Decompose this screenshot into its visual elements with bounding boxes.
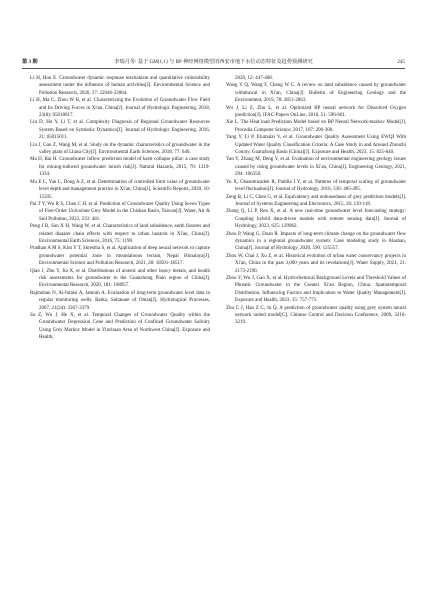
reference-entry: Qiao J, Zhu Y, Jia X, et al. Distributions of arsenic and other heavy metals, and health risk assessments for groundwater in the Guanzhong Plain region of China[J]. Environmental Research, 2020, 181: 108957. bbox=[30, 268, 210, 289]
reference-entry: Wu J, Li Z, Zhu L, et al. Optimized BP neural network for Dissolved Oxygen prediction[J]. IFAC-Papers OnLine, 2018, 51: 596-601. bbox=[226, 105, 406, 119]
reference-entry: Ma D, Bai H. Groundwater inflow prediction model of karst collapse pillar: a case study for mining-induced groundwater inrush risk[J]. Natural Hazards, 2015, 76: 1319-1334. bbox=[30, 157, 210, 178]
reference-entry: Yao Y, Zhang M, Deng Y, et al. Evaluation of environmental engineering geology issues caused by rising groundwater levels in Xi'an, China[J]. Engineering Geology, 2021, 294: 106350. bbox=[226, 157, 406, 178]
reference-entry: Li H, Hou E. Groundwater dynamic response mechanism and quantitative vulnerability assessment under the influence of human activities[J]. Environmental Science and Pollution Research, 2020, 27: 22046-22064. bbox=[30, 76, 210, 96]
reference-entry: Wang Y Q, Wang F, Cheng W C. A review on land subsidence caused by groundwater withdrawal in Xi'an, China[J]. Bulletin of Engineering Geology and the Environment, 2019, 78: 2851-2863. bbox=[226, 83, 406, 104]
issue-number: 第 3 期 bbox=[22, 59, 38, 65]
reference-entry: Zeng B, Li C, Chen G, et al. Equivalency and unbiasedness of grey prediction models[J]. Journal of Systems Engineering and Electronics, 2015, 26: 110-118. bbox=[226, 194, 406, 207]
reference-entry: Yang Y, Li P, Elumalai V, et al. Groundwater Quality Assessment Using EWQI With Updated Water Quality Classification Criteria: A Case Study in and Around Zhouzhi County, Guanzhong Basin (China)[J]. Exposure and Health, 2023, 15: 825-840. bbox=[226, 135, 406, 156]
reference-entry: Yu X, Ghasemizadeh R, Padilla I Y, et al. Patterns of temporal scaling of groundwater level fluctuation[J]. Journal of Hydrology, 2016, 536: 485-495. bbox=[226, 179, 406, 193]
references-left-column bbox=[30, 75, 210, 342]
reference-entry: Zhou W, Chai J, Xu Z, et al. Historical evolution of urban water conservancy projects in Xi'an, China in the past 3,000 years and its revelations[J]. Water Supply, 2021, 21: 2173-2190. bbox=[226, 253, 406, 274]
reference-entry: Zhou Y, Wu J, Gao X, et al. Hydrochemical Background Levels and Threshold Values of Phreatic Groundwater in the Greater Xi'an Region, China: Spatiotemporal Distribution, Influencing Factors and Implication to Water Quality Management[J]. Exposure and Health, 2023, 15: 757-771. bbox=[226, 275, 406, 304]
reference-entry: Lin D, Hu Y, Li T, et al. Complexity Diagnosis of Regional Groundwater Resources System Based on Symbolic Dynamics[J]. Journal of Hydrologic Engineering, 2016, 21: 05015011. bbox=[30, 120, 210, 141]
page-number: 245 bbox=[397, 59, 405, 65]
reference-entry: Li H, Ma C, Zhou W B, et al. Characterizing the Evolution of Groundwater Flow Field and Its Driving Forces in Xi'an, China[J]. Journal of Hydrologic Engineering, 2018, 23(8): 05018017. bbox=[30, 98, 210, 119]
reference-entry: Xie L. The Heat load Prediction Model based on BP Neural Network-markov Model[J]. Procedia Computer Science, 2017, 107: 296-300. bbox=[226, 120, 406, 133]
reference-entry: Pai T Y, Wu R S, Chen C H, et al. Prediction of Groundwater Quality Using Seven Types of First-Order Univariate Grey Model in the Chishan Basin, Taiwan[J]. Water, Air & Soil Pollution, 2022, 233: 481. bbox=[30, 201, 210, 222]
reference-entry: Zhu C J, Hao Z C, Ju Q. A prediction of groundwater quality using grey system neural network united model[C]. Chinese Control and Decision Conference, 2009, 3216-3219. bbox=[226, 305, 406, 326]
reference-entry: Mu E L, Yan L, Dong A Z, et al. Determination of controlled limit value of groundwater level depth and management practice in Xi'an, China[J]. Scientific Reports, 2020, 10: 15505. bbox=[30, 179, 210, 200]
reference-entry: 2020, 12: 447-468. bbox=[235, 76, 274, 81]
references-right-column bbox=[226, 75, 406, 327]
reference-entry: Rajmohan N, Al-futaisi A, Jamrah A. Evaluation of long-term groundwater level data in regular monitoring wells, Barka, Sultanate of Oman[J]. Hydrological Processes, 2007, 21(24): 3367-3379. bbox=[30, 290, 210, 311]
reference-entry: Pradhan A M S, Kim Y T, Shrestha S, et al. Application of deep neural network to capture groundwater potential zone in mountainous terrain, Nepal Himalaya[J]. Environmental Science and Pollution Research, 2021, 28: 18501-18517. bbox=[30, 246, 210, 267]
reference-entry: Zhou P, Wang G, Duan R. Impacts of long-term climate change on the groundwater flow dynamics in a regional groundwater system: Case modeling study in Alashan, China[J]. Journal of Hydrology, 2020, 590: 125557. bbox=[226, 231, 406, 252]
header-rule bbox=[22, 68, 405, 69]
reference-entry: Zhang Q, Li P, Ren X, et al. A new real-time groundwater level forecasting strategy: Coupling hybrid data-driven models with remote sensing data[J]. Journal of Hydrology, 2023, 625: 129962. bbox=[226, 209, 406, 230]
reference-entry: Peng J B, Sun X H, Wang W, et al. Characteristics of land subsidence, earth fissures and related disaster chain effects with respect to urban hazards in Xi'an, China[J]. Environmental Earth Sciences, 2016, 75: 1190. bbox=[30, 224, 210, 244]
reference-entry: Liu J, Gao Z, Wang M, et al. Study on the dynamic characteristics of groundwater in the valley plain of Lhasa City[J]. Environmental Earth Sciences, 2018, 77: 646. bbox=[30, 142, 210, 156]
running-header bbox=[22, 57, 405, 67]
running-title: 李瑞月等: 基于 GM(1,1) 与 BP 神经网络模型的西安市地下水位动态特征及趋势预测研究 bbox=[114, 59, 313, 65]
reference-entry: Su Z, Wu J, He X, et al. Temporal Changes of Groundwater Quality within the Groundwater Depression Cone and Prediction of Confined Groundwater Salinity Using Grey Markov Model in Yinchuan Area of Northwest China[J]. Exposure and Health, bbox=[30, 313, 210, 341]
